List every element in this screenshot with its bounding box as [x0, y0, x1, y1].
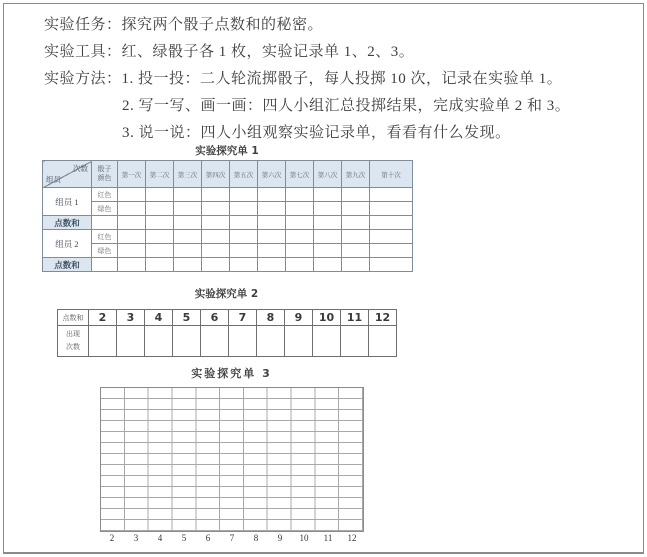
record-cell [314, 230, 342, 244]
record-cell [258, 216, 286, 230]
record-cell [202, 188, 230, 202]
record-cell [174, 216, 202, 230]
count-cell [285, 326, 313, 357]
count-cell [313, 326, 341, 357]
count-cell [117, 326, 145, 357]
x-label-11: 11 [323, 533, 333, 543]
x-label-8: 8 [253, 533, 259, 543]
record-cell [118, 244, 146, 258]
record-cell [174, 244, 202, 258]
trial-header-9: 第九次 [342, 161, 370, 188]
record-cell [286, 188, 314, 202]
record-cell [118, 202, 146, 216]
x-label-7: 7 [229, 533, 235, 543]
record-cell [174, 230, 202, 244]
record-cell [258, 202, 286, 216]
record-cell [118, 230, 146, 244]
record-cell [342, 216, 370, 230]
trial-header-4: 第四次 [202, 161, 230, 188]
sum-value-7: 7 [229, 310, 257, 326]
record-cell [118, 188, 146, 202]
record-cell [230, 216, 258, 230]
count-cell [341, 326, 369, 357]
count-cell [201, 326, 229, 357]
sum-value-8: 8 [257, 310, 285, 326]
corner-label-times: 次数 [73, 164, 88, 173]
record-cell [370, 258, 413, 272]
x-label-4: 4 [157, 533, 163, 543]
record-cell [230, 258, 258, 272]
sheet1-table [42, 160, 413, 272]
sheet1-title: 实验探究单 1 [195, 145, 259, 157]
method-step-3: 3. 说一说：四人小组观察实验记录单，看看有什么发现。 [122, 125, 511, 141]
count-header-label [58, 326, 89, 357]
x-label-5: 5 [181, 533, 187, 543]
sum-value-6: 6 [201, 310, 229, 326]
record-cell [286, 244, 314, 258]
record-cell [314, 216, 342, 230]
sum-value-3: 3 [117, 310, 145, 326]
record-cell [258, 188, 286, 202]
experiment-intro [44, 12, 622, 147]
record-cell [342, 258, 370, 272]
count-cell [89, 326, 117, 357]
sheet2-table [57, 309, 397, 357]
count-label-line1: 出现 [66, 330, 80, 338]
corner-header-cell [43, 161, 92, 188]
record-cell [258, 258, 286, 272]
dice-color-header-line1: 骰子 [97, 165, 112, 173]
x-label-10: 10 [299, 533, 309, 543]
sum-value-5: 5 [173, 310, 201, 326]
dice-color-header-line2: 颜色 [97, 174, 112, 182]
record-cell [118, 216, 146, 230]
record-cell [202, 216, 230, 230]
record-cell [286, 258, 314, 272]
member2-red-label: 红色 [92, 230, 118, 244]
record-cell [202, 230, 230, 244]
dice-color-header [92, 161, 118, 188]
x-label-2: 2 [109, 533, 115, 543]
record-cell [92, 258, 118, 272]
count-cell [173, 326, 201, 357]
sum-value-2: 2 [89, 310, 117, 326]
record-cell [286, 230, 314, 244]
record-cell [286, 202, 314, 216]
member2-green-label: 绿色 [92, 244, 118, 258]
record-cell [146, 216, 174, 230]
sheet2-title: 实验探究单 2 [194, 288, 259, 300]
member1-green-label: 绿色 [92, 202, 118, 216]
record-cell [258, 244, 286, 258]
member1-red-label: 红色 [92, 188, 118, 202]
trial-header-7: 第七次 [286, 161, 314, 188]
record-cell [146, 258, 174, 272]
member2-sum-label: 点数和 [43, 258, 92, 272]
member2-label: 组员 2 [43, 230, 92, 258]
record-cell [314, 258, 342, 272]
trial-header-3: 第三次 [174, 161, 202, 188]
x-label-6: 6 [205, 533, 211, 543]
member1-label: 组员 1 [43, 188, 92, 216]
record-cell [286, 216, 314, 230]
trial-header-8: 第八次 [314, 161, 342, 188]
method-step-1: 实验方法：1. 投一投：二人轮流掷骰子，每人投掷 10 次，记录在实验单 1。 [44, 71, 563, 87]
corner-label-member: 组员 [46, 175, 61, 184]
count-cell [369, 326, 397, 357]
x-label-9: 9 [277, 533, 283, 543]
trial-header-10: 第十次 [370, 161, 413, 188]
task-line: 实验任务：探究两个骰子点数和的秘密。 [44, 17, 324, 33]
record-cell [230, 244, 258, 258]
record-cell [342, 188, 370, 202]
record-cell [370, 202, 413, 216]
tally-grid-chart [100, 387, 364, 532]
record-cell [258, 230, 286, 244]
record-cell [202, 244, 230, 258]
record-cell [314, 244, 342, 258]
sum-value-12: 12 [369, 310, 397, 326]
record-cell [314, 188, 342, 202]
record-cell [230, 230, 258, 244]
x-label-3: 3 [133, 533, 139, 543]
count-cell [229, 326, 257, 357]
sum-value-11: 11 [341, 310, 369, 326]
x-label-12: 12 [347, 533, 357, 543]
record-cell [146, 244, 174, 258]
record-cell [370, 230, 413, 244]
record-cell [202, 258, 230, 272]
record-cell [146, 188, 174, 202]
record-cell [230, 202, 258, 216]
x-axis-labels [100, 533, 364, 543]
record-cell [342, 244, 370, 258]
record-cell [370, 244, 413, 258]
sum-value-4: 4 [145, 310, 173, 326]
trial-header-6: 第六次 [258, 161, 286, 188]
record-cell [314, 202, 342, 216]
count-label-line2: 次数 [66, 343, 80, 351]
sheet3-title: 实验探究单 3 [191, 367, 272, 380]
sum-value-10: 10 [313, 310, 341, 326]
tools-line: 实验工具：红、绿骰子各 1 枚，实验记录单 1、2、3。 [44, 44, 415, 60]
record-cell [370, 216, 413, 230]
record-cell [92, 216, 118, 230]
count-cell [145, 326, 173, 357]
record-cell [118, 258, 146, 272]
record-cell [174, 202, 202, 216]
trial-header-5: 第五次 [230, 161, 258, 188]
method-step-2: 2. 写一写、画一画：四人小组汇总投掷结果，完成实验单 2 和 3。 [122, 98, 571, 114]
member1-sum-label: 点数和 [43, 216, 92, 230]
record-cell [174, 258, 202, 272]
count-cell [257, 326, 285, 357]
record-cell [174, 188, 202, 202]
record-cell [146, 202, 174, 216]
record-cell [202, 202, 230, 216]
record-cell [230, 188, 258, 202]
record-cell [342, 202, 370, 216]
trial-header-2: 第二次 [146, 161, 174, 188]
record-cell [370, 188, 413, 202]
trial-header-1: 第一次 [118, 161, 146, 188]
sum-value-9: 9 [285, 310, 313, 326]
sum-header-label: 点数和 [58, 310, 89, 326]
record-cell [146, 230, 174, 244]
record-cell [342, 230, 370, 244]
